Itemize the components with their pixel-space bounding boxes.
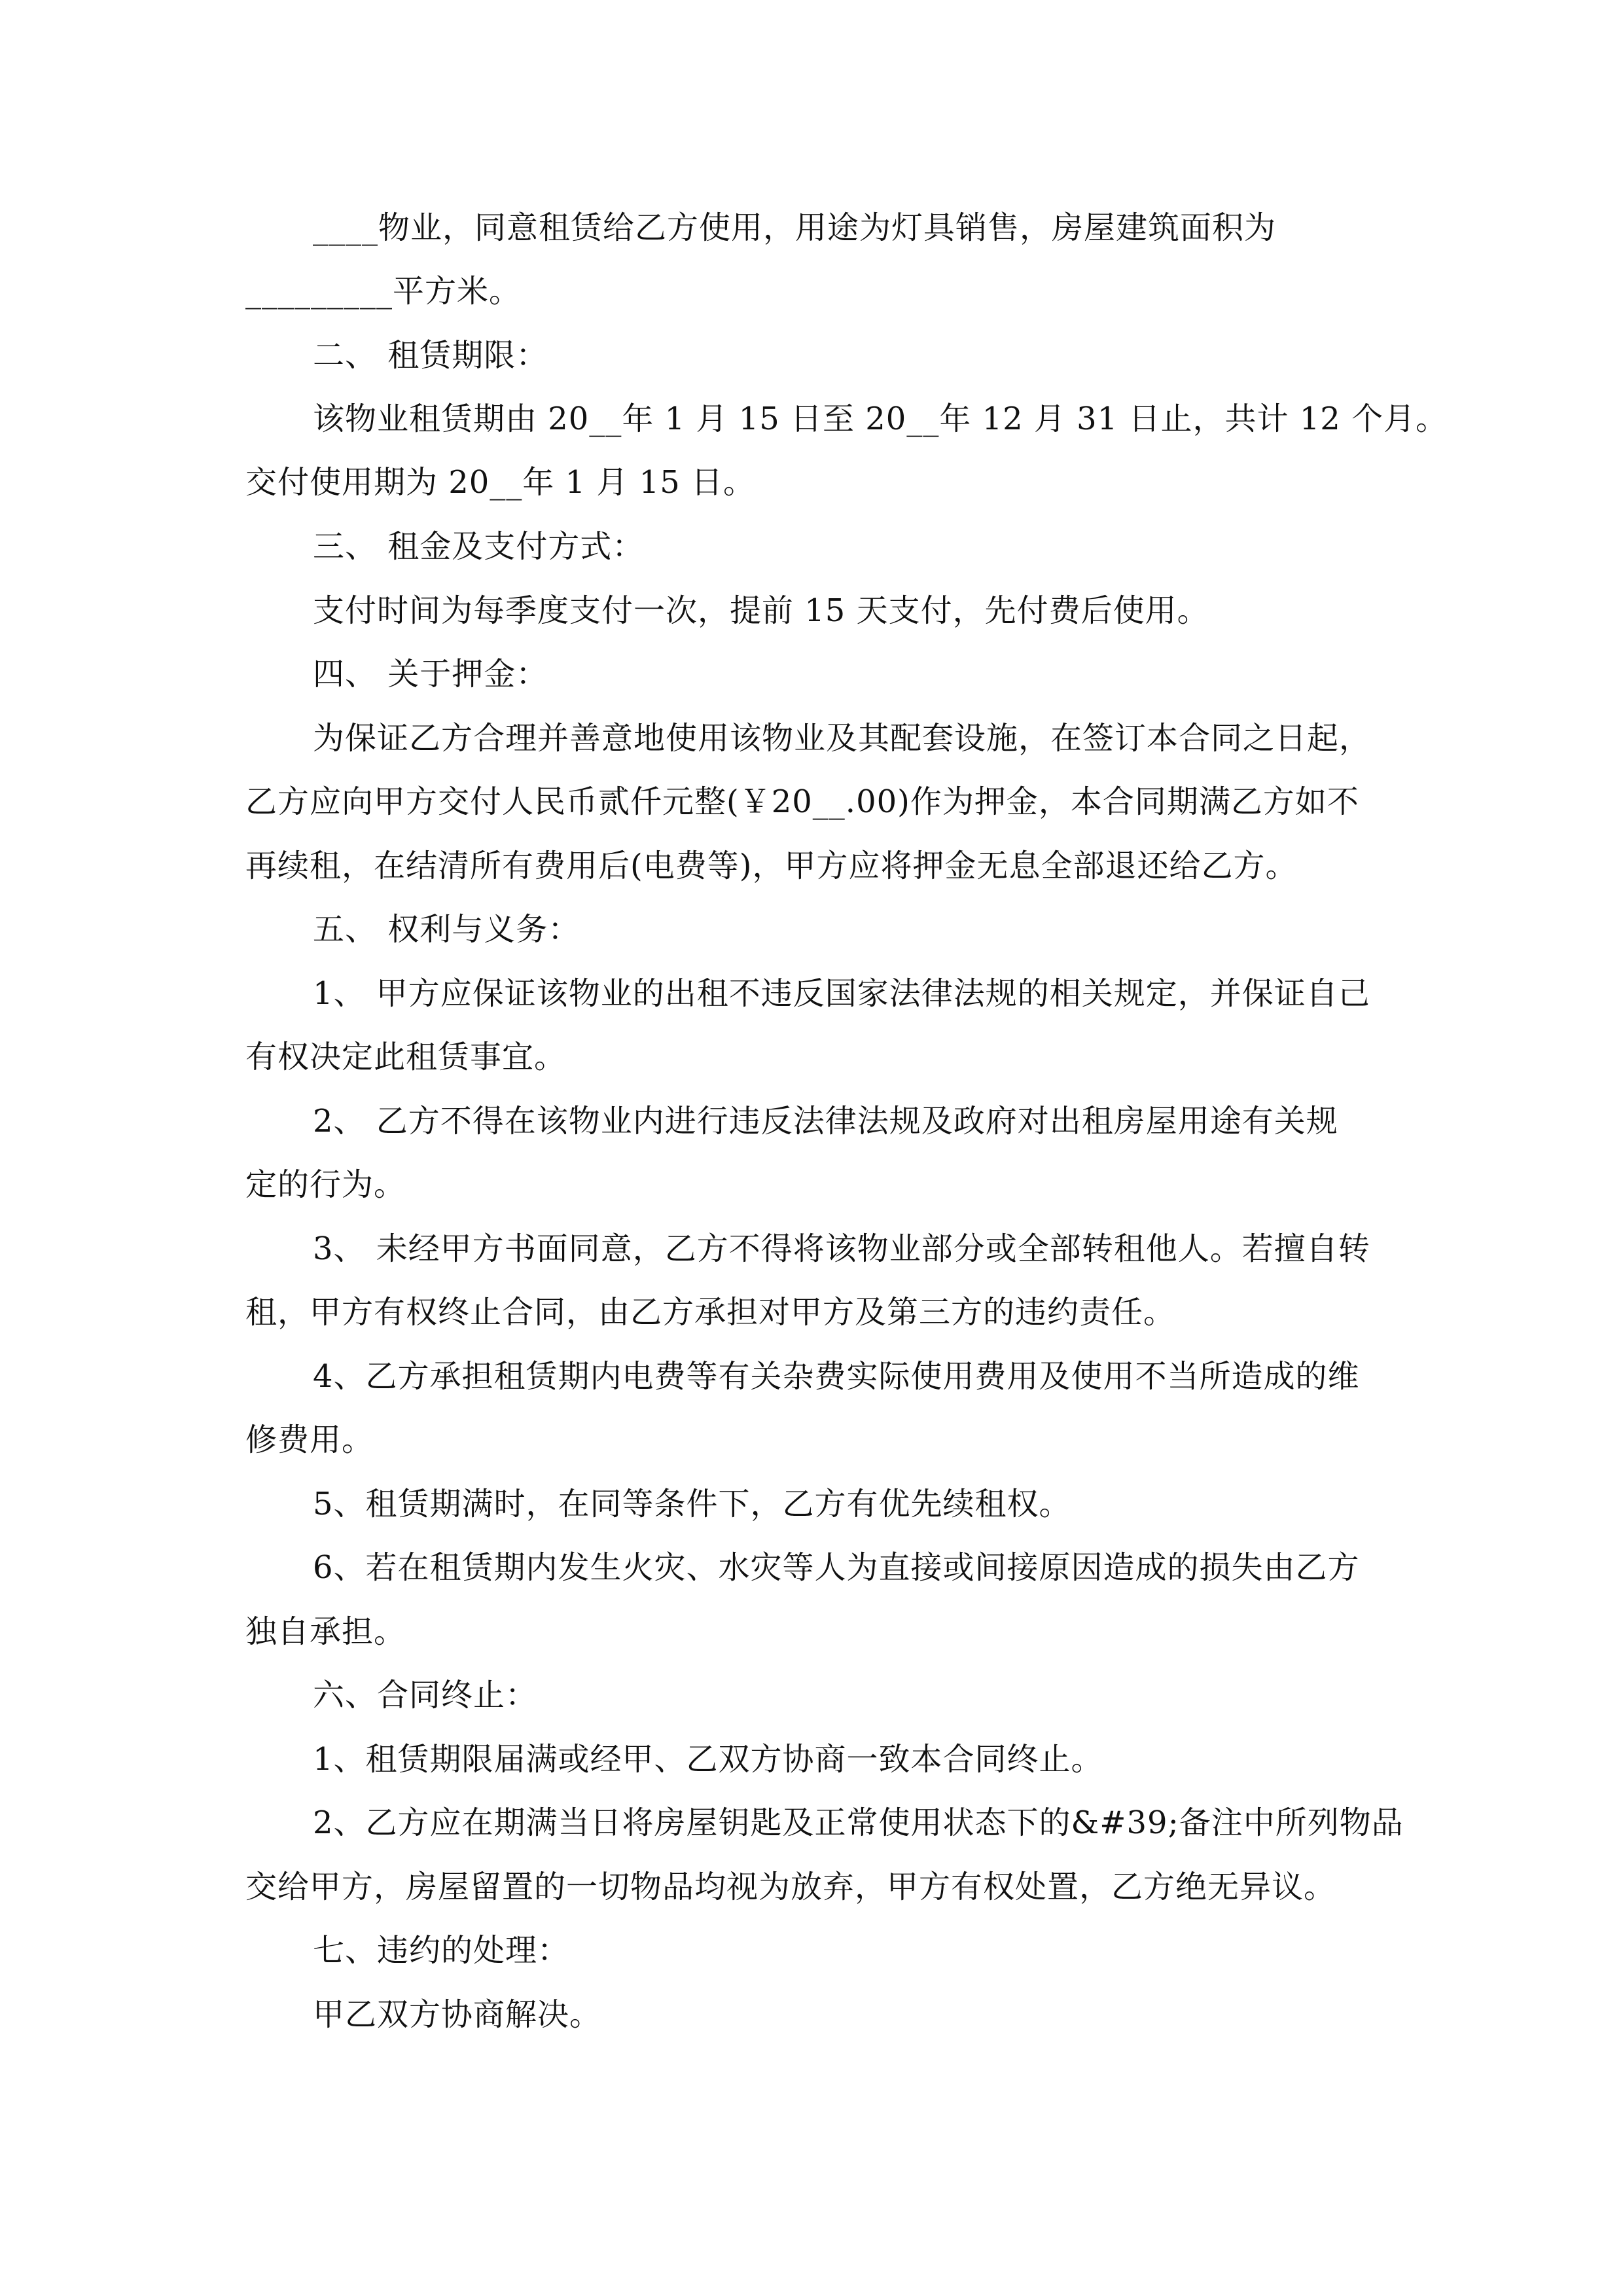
text-line-termination-2a: 2、乙方应在期满当日将房屋钥匙及正常使用状态下的&#39;备注中所列物品: [313, 1804, 1404, 1841]
text-line-termination-2b: 交给甲方，房屋留置的一切物品均视为放弃，甲方有权处置，乙方绝无异议。: [245, 1869, 1336, 1905]
text-line-payment-time: 支付时间为每季度支付一次，提前 15 天支付，先付费后使用。: [313, 592, 1209, 629]
section-heading-rent-payment: 三、 租金及支付方式：: [313, 528, 645, 565]
text-line-clause-1b: 有权决定此租赁事宜。: [245, 1039, 567, 1075]
text-line-clause-3a: 3、 未经甲方书面同意，乙方不得将该物业部分或全部转租他人。若擅自转: [313, 1230, 1370, 1267]
section-heading-lease-term: 二、 租赁期限：: [313, 337, 548, 374]
text-line-clause-5: 5、租赁期满时，在同等条件下，乙方有优先续租权。: [313, 1486, 1071, 1522]
text-line-clause-4b: 修费用。: [245, 1422, 374, 1458]
text-line-clause-6b: 独自承担。: [245, 1613, 406, 1650]
text-line-clause-4a: 4、乙方承担租赁期内电费等有关杂费实际使用费用及使用不当所造成的维: [313, 1358, 1360, 1395]
text-line-breach-resolution: 甲乙双方协商解决。: [313, 1996, 602, 2033]
section-heading-rights-obligations: 五、 权利与义务：: [313, 911, 580, 948]
text-line-clause-1a: 1、 甲方应保证该物业的出租不违反国家法律法规的相关规定，并保证自己: [313, 975, 1370, 1012]
text-line-deposit-1: 为保证乙方合理并善意地使用该物业及其配套设施，在签订本合同之日起，: [313, 720, 1372, 757]
text-line-clause-3b: 租，甲方有权终止合同，由乙方承担对甲方及第三方的违约责任。: [245, 1294, 1176, 1331]
section-heading-termination: 六、合同终止：: [313, 1677, 538, 1713]
text-line-delivery-date: 交付使用期为 20__年 1 月 15 日。: [245, 464, 755, 501]
section-heading-deposit: 四、 关于押金：: [313, 656, 548, 692]
text-line-property: ____物业，同意租赁给乙方使用，用途为灯具销售，房屋建筑面积为: [313, 209, 1277, 246]
text-line-clause-2b: 定的行为。: [245, 1166, 406, 1203]
text-line-termination-1: 1、租赁期限届满或经甲、乙双方协商一致本合同终止。: [313, 1741, 1103, 1778]
text-line-clause-6a: 6、若在租赁期内发生火灾、水灾等人为直接或间接原因造成的损失由乙方: [313, 1549, 1360, 1586]
text-line-clause-2a: 2、 乙方不得在该物业内进行违反法律法规及政府对出租房屋用途有关规: [313, 1103, 1338, 1139]
text-line-area: _________平方米。: [245, 273, 522, 310]
section-heading-breach: 七、违约的处理：: [313, 1932, 570, 1969]
text-line-deposit-3: 再续租，在结清所有费用后(电费等)，甲方应将押金无息全部退还给乙方。: [245, 848, 1298, 884]
text-line-lease-period: 该物业租赁期由 20__年 1 月 15 日至 20__年 12 月 31 日止，共计 12 个月。: [313, 401, 1448, 437]
text-line-deposit-2: 乙方应向甲方交付人民币贰仟元整(￥20__.00)作为押金，本合同期满乙方如不: [245, 783, 1359, 820]
